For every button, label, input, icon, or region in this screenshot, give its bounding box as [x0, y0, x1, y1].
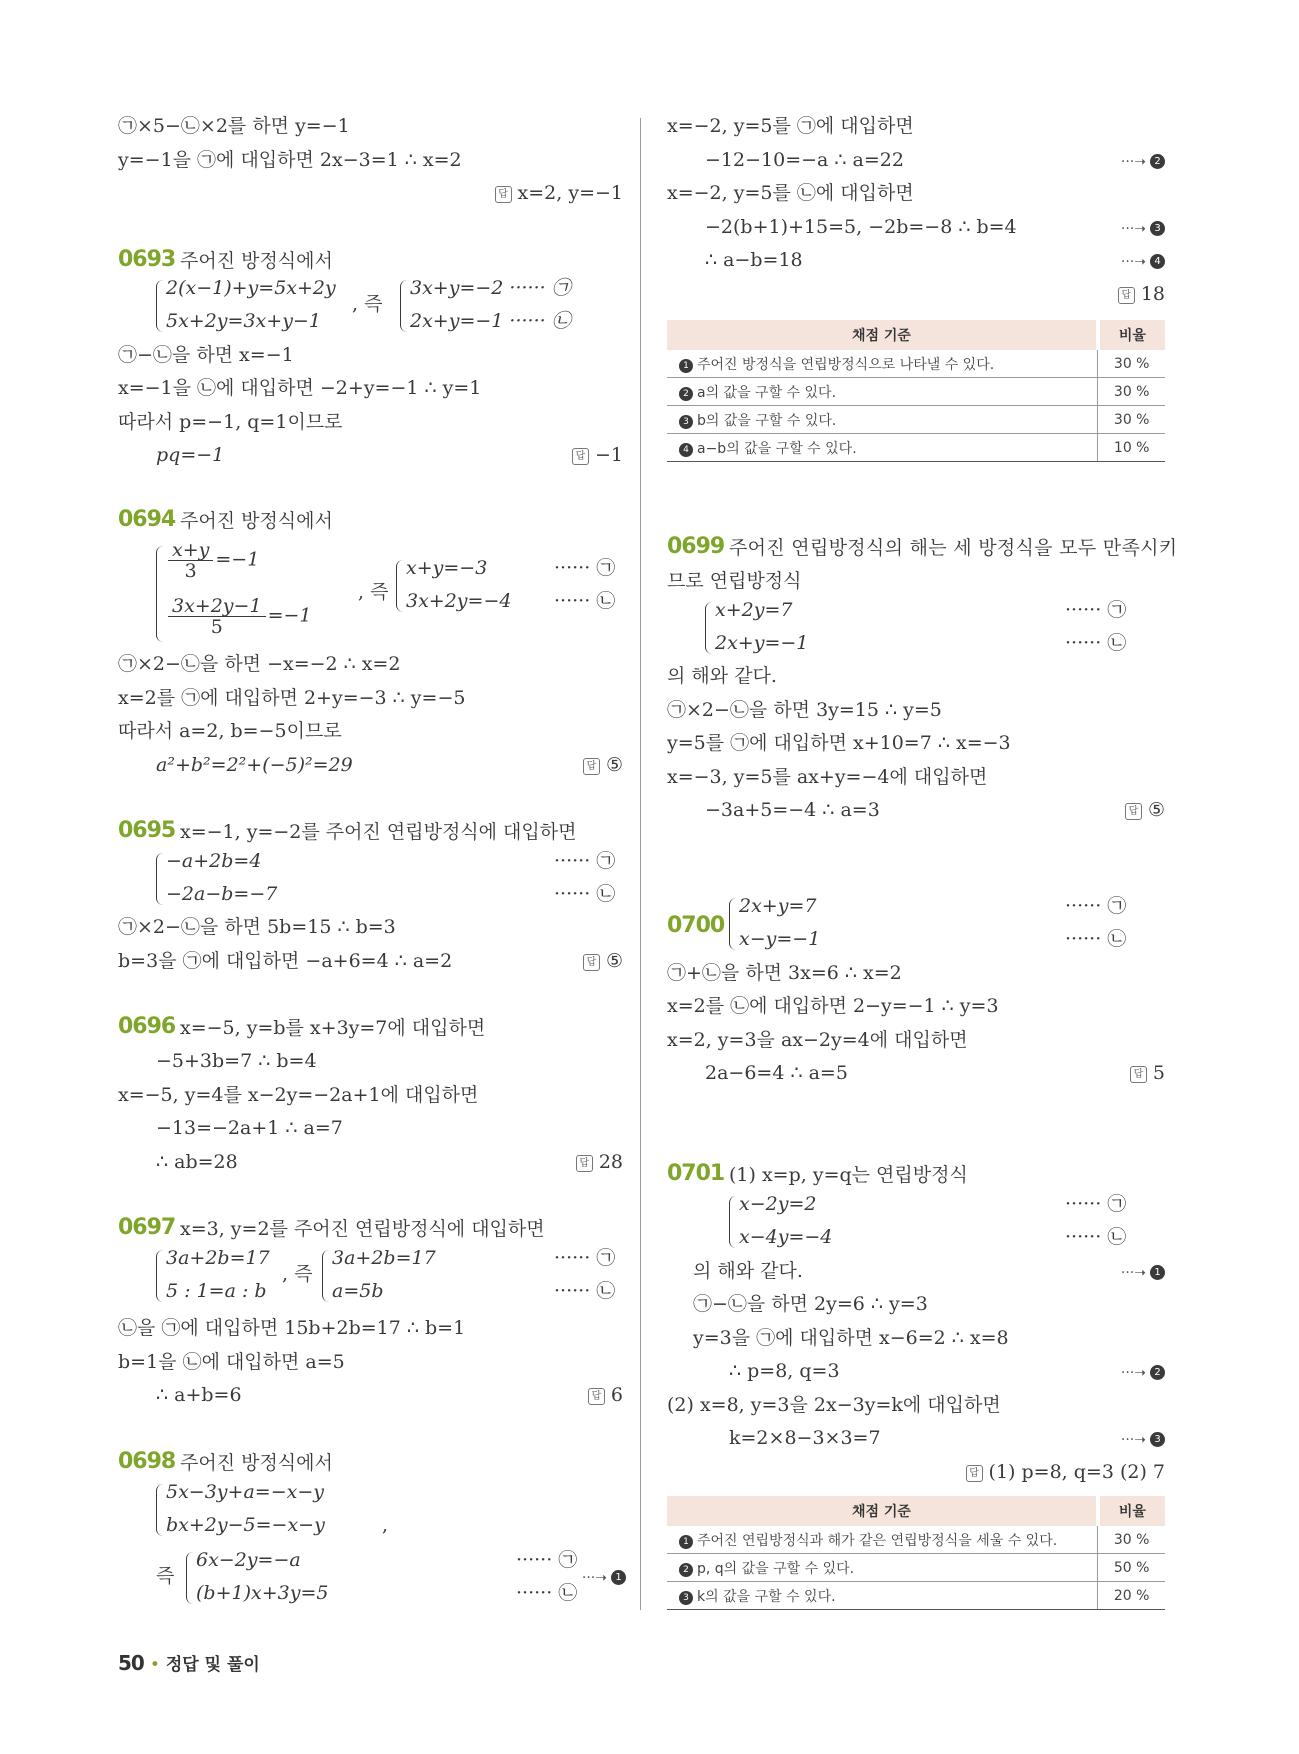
criterion-cell [667, 434, 1098, 462]
text-line: ∴ p=8, q=3 ···➝ 2 [729, 1359, 1165, 1385]
answer-line: 답 x=2, y=−1 [495, 181, 623, 207]
criterion-text: a−b의 값을 구할 수 있다. [697, 440, 857, 457]
brace [156, 1484, 163, 1536]
table-row [667, 406, 1165, 434]
step-number-icon: 3 [679, 1591, 693, 1605]
answer-line: 답 −1 [572, 443, 623, 469]
answer-mark-icon: 답 [588, 1388, 605, 1405]
answer-line: 답 18 [1118, 282, 1165, 308]
text-line: −2(b+1)+15=5, −2b=−8 ∴ b=4 ···➝ 3 [705, 215, 1165, 241]
brace [156, 1250, 163, 1302]
text-line: 따라서 p=−1, q=1이므로 [118, 411, 343, 433]
problem-intro: x=−1, y=−2를 주어진 연립방정식에 대입하면 [180, 821, 577, 843]
ratio-cell: 30 % [1098, 378, 1165, 406]
problem-number: 0701 [667, 1161, 725, 1186]
text-line: (2) x=8, y=3을 2x−3y=k에 대입하면 [667, 1394, 1001, 1416]
criterion-text: 주어진 연립방정식과 해가 같은 연립방정식을 세울 수 있다. [697, 1532, 1058, 1549]
step-number-icon: 4 [679, 443, 693, 457]
answer-mark-icon: 답 [1125, 803, 1142, 820]
text-line: ㉡을 ㉠에 대입하면 15b+2b=17 ∴ b=1 [118, 1317, 466, 1339]
text-line: ∴ a+b=6 [156, 1384, 242, 1406]
table-row [667, 1554, 1165, 1582]
problem-intro: (1) x=p, y=q는 연립방정식 [729, 1164, 968, 1186]
text-line: b=1을 ㉡에 대입하면 a=5 [118, 1351, 345, 1373]
text-line: b=3을 ㉠에 대입하면 −a+6=4 ∴ a=2 [118, 950, 453, 972]
text-line: y=−1을 ㉠에 대입하면 2x−3=1 ∴ x=2 [118, 149, 462, 171]
text-line: pq=−1 [156, 444, 225, 466]
criterion-text: k의 값을 구할 수 있다. [697, 1588, 836, 1605]
step-number-icon: 1 [679, 359, 693, 373]
criterion-cell [667, 406, 1098, 434]
problem-number: 0699 [667, 534, 725, 559]
answer-mark-icon: 답 [572, 448, 589, 465]
problem-intro: x=3, y=2를 주어진 연립방정식에 대입하면 [180, 1218, 545, 1240]
ratio-cell: 50 % [1098, 1554, 1165, 1582]
equation-system: x−2y=2 x−4y=−4 ······ ㉠ ······ ㉡ [729, 1192, 1165, 1254]
answer-line: 답 ⑤ [583, 949, 623, 975]
text-line: x=−2, y=5를 ㉠에 대입하면 [667, 115, 914, 137]
brace [156, 280, 163, 332]
step-arrow-icon: ···➝ [1120, 1265, 1146, 1281]
page-number: 50 [118, 1651, 144, 1675]
grading-criteria-table [667, 320, 1165, 462]
step-number-icon: 3 [679, 415, 693, 429]
step-number-icon: 2 [679, 1563, 693, 1577]
text-line: x=2를 ㉡에 대입하면 2−y=−1 ∴ y=3 [667, 995, 999, 1017]
step-number-icon: 3 [1150, 1432, 1165, 1447]
equation-system: 2(x−1)+y=5x+2y 5x+2y=3x+y−1 , 즉 3x+y=−2 ······ ㉠ 2x+y=−1 ······ ㉡ [156, 276, 626, 338]
text-line: x=−2, y=5를 ㉡에 대입하면 [667, 182, 914, 204]
ratio-cell: 30 % [1098, 1526, 1165, 1554]
text-line: a²+b²=2²+(−5)²=29 [156, 754, 353, 776]
criterion-cell [667, 1582, 1098, 1610]
step-number-icon: 1 [1150, 1265, 1165, 1280]
equation-system: 5x−3y+a=−x−y bx+2y−5=−x−y , [156, 1480, 626, 1542]
table-header: 채점 기준 [667, 1496, 1098, 1526]
bullet: • [149, 1655, 160, 1675]
answer-mark-icon: 답 [966, 1465, 983, 1482]
problem-number: 0696 [118, 1014, 176, 1039]
table-row [667, 434, 1165, 462]
step-arrow-icon: ···➝ [1120, 1432, 1146, 1448]
text-line: y=5를 ㉠에 대입하면 x+10=7 ∴ x=−3 [667, 732, 1011, 754]
brace [156, 546, 163, 642]
criterion-text: b의 값을 구할 수 있다. [697, 412, 837, 429]
table-row [667, 350, 1165, 378]
step-arrow-icon: ···➝ [1120, 154, 1146, 170]
equation-system: $\frac{x+y}{3}$ =−1 $\frac{3x+2y-1}{5}$ =−1 , 즉 x+y=−3 3x+2y=−4 ······ ㉠ ······ ㉡ [156, 540, 626, 648]
table-row [667, 378, 1165, 406]
brace [186, 1552, 193, 1604]
problem-intro: x=−5, y=b를 x+3y=7에 대입하면 [180, 1017, 486, 1039]
text-line: ㉠−㉡을 하면 2y=6 ∴ y=3 [693, 1293, 928, 1315]
problem-number: 0698 [118, 1449, 176, 1474]
criterion-cell [667, 378, 1098, 406]
step-arrow-icon: ···➝ [1120, 254, 1146, 270]
text-line: 의 해와 같다. [667, 665, 777, 687]
ratio-cell: 30 % [1098, 406, 1165, 434]
step-number-icon: 2 [1150, 154, 1165, 169]
footer-title: 정답 및 풀이 [165, 1655, 260, 1675]
problem-number: 0697 [118, 1215, 176, 1240]
brace [322, 1250, 329, 1302]
text-line: x=−5, y=4를 x−2y=−2a+1에 대입하면 [118, 1084, 479, 1106]
answer-line: 답 28 [576, 1150, 623, 1176]
text-line: ㉠−㉡을 하면 x=−1 [118, 344, 294, 366]
answer-line: 답 6 [588, 1383, 623, 1409]
text-line: ㉠×2−㉡을 하면 −x=−2 ∴ x=2 [118, 653, 401, 675]
brace [396, 560, 403, 612]
equation-system: 3a+2b=17 5 : 1=a : b , 즉 3a+2b=17 a=5b ······ ㉠ ······ ㉡ [156, 1246, 626, 1308]
criterion-cell [667, 1554, 1098, 1582]
criterion-text: a의 값을 구할 수 있다. [697, 384, 837, 401]
text-line: ㉠×2−㉡을 하면 5b=15 ∴ b=3 [118, 916, 396, 938]
step-number-icon: 2 [1150, 1365, 1165, 1380]
problem-intro: 주어진 방정식에서 [180, 1452, 333, 1474]
ratio-cell: 10 % [1098, 434, 1165, 462]
problem-number: 0693 [118, 247, 176, 272]
problem-number: 0700 [667, 913, 725, 938]
problem-intro: 주어진 방정식에서 [180, 510, 333, 532]
ratio-cell: 30 % [1098, 350, 1165, 378]
step-number-icon: 1 [611, 1570, 626, 1585]
answer-mark-icon: 답 [495, 186, 512, 203]
answer-line: 답 (1) p=8, q=3 (2) 7 [966, 1460, 1165, 1486]
brace [156, 853, 163, 905]
text-line: 므로 연립방정식 [667, 570, 802, 592]
answer-line: 답 5 [1130, 1061, 1165, 1087]
text-line: 의 해와 같다. ···➝ 1 [693, 1259, 1165, 1285]
page-footer [118, 1650, 260, 1675]
grading-criteria-table [667, 1496, 1165, 1610]
problem-number: 0695 [118, 818, 176, 843]
criterion-cell [667, 1526, 1098, 1554]
step-number-icon: 4 [1150, 254, 1165, 269]
text-line: x=2를 ㉠에 대입하면 2+y=−3 ∴ y=−5 [118, 687, 466, 709]
step-number-icon: 1 [679, 1535, 693, 1549]
text-line: 따라서 a=2, b=−5이므로 [118, 720, 342, 742]
text-line: ㉠+㉡을 하면 3x=6 ∴ x=2 [667, 962, 902, 984]
brace [729, 898, 736, 950]
answer-mark-icon: 답 [1130, 1066, 1147, 1083]
step-arrow-icon: ···➝ [1120, 221, 1146, 237]
problem-intro: 주어진 방정식에서 [180, 250, 333, 272]
text-line: 2a−6=4 ∴ a=5 [705, 1062, 848, 1084]
criterion-text: 주어진 방정식을 연립방정식으로 나타낼 수 있다. [697, 356, 995, 373]
table-row [667, 1582, 1165, 1610]
answer-line: 답 ⑤ [583, 753, 623, 779]
text-line: ∴ ab=28 [156, 1151, 238, 1173]
step-number-icon: 3 [1150, 221, 1165, 236]
answer-mark-icon: 답 [583, 954, 600, 971]
equation-system: 즉 6x−2y=−a (b+1)x+3y=5 ······ ㉠ ······ ㉡ ···➝ 1 [156, 1548, 626, 1610]
brace [400, 280, 407, 332]
step-arrow-icon: ···➝ [581, 1570, 607, 1586]
text-line: y=3을 ㉠에 대입하면 x−6=2 ∴ x=8 [693, 1327, 1009, 1349]
text-line: k=2×8−3×3=7 ···➝ 3 [729, 1426, 1165, 1452]
text-line: −5+3b=7 ∴ b=4 [156, 1050, 317, 1072]
problem-intro: 주어진 연립방정식의 해는 세 방정식을 모두 만족시키 [729, 537, 1178, 559]
table-row [667, 1526, 1165, 1554]
brace [705, 602, 712, 654]
equation-system: −a+2b=4 −2a−b=−7 ······ ㉠ ······ ㉡ [156, 849, 626, 911]
problem-number: 0694 [118, 507, 176, 532]
text-line: ㉠×2−㉡을 하면 3y=15 ∴ y=5 [667, 699, 942, 721]
answer-line: 답 ⑤ [1125, 798, 1165, 824]
column-divider [640, 118, 641, 1610]
equation-system: 2x+y=7 x−y=−1 ······ ㉠ ······ ㉡ [729, 894, 1165, 956]
step-arrow-icon: ···➝ [1120, 1365, 1146, 1381]
text-line: −13=−2a+1 ∴ a=7 [156, 1117, 343, 1139]
ratio-cell: 20 % [1098, 1582, 1165, 1610]
equation-system: x+2y=7 2x+y=−1 ······ ㉠ ······ ㉡ [705, 598, 1165, 660]
answer-mark-icon: 답 [1118, 287, 1135, 304]
answer-mark-icon: 답 [583, 758, 600, 775]
text-line: −3a+5=−4 ∴ a=3 [705, 799, 880, 821]
text-line: ㉠×5−㉡×2를 하면 y=−1 [118, 115, 350, 137]
criterion-cell [667, 350, 1098, 378]
text-line: ∴ a−b=18 ···➝ 4 [705, 248, 1165, 274]
step-number-icon: 2 [679, 387, 693, 401]
table-header: 채점 기준 [667, 320, 1098, 350]
table-header: 비율 [1098, 320, 1165, 350]
criterion-text: p, q의 값을 구할 수 있다. [697, 1560, 855, 1577]
text-line: x=−3, y=5를 ax+y=−4에 대입하면 [667, 766, 988, 788]
table-header: 비율 [1098, 1496, 1165, 1526]
answer-mark-icon: 답 [576, 1155, 593, 1172]
text-line: −12−10=−a ∴ a=22 ···➝ 2 [705, 148, 1165, 174]
text-line: x=−1을 ㉡에 대입하면 −2+y=−1 ∴ y=1 [118, 377, 482, 399]
text-line: x=2, y=3을 ax−2y=4에 대입하면 [667, 1029, 968, 1051]
step-marker [582, 1564, 626, 1590]
brace [729, 1196, 736, 1248]
